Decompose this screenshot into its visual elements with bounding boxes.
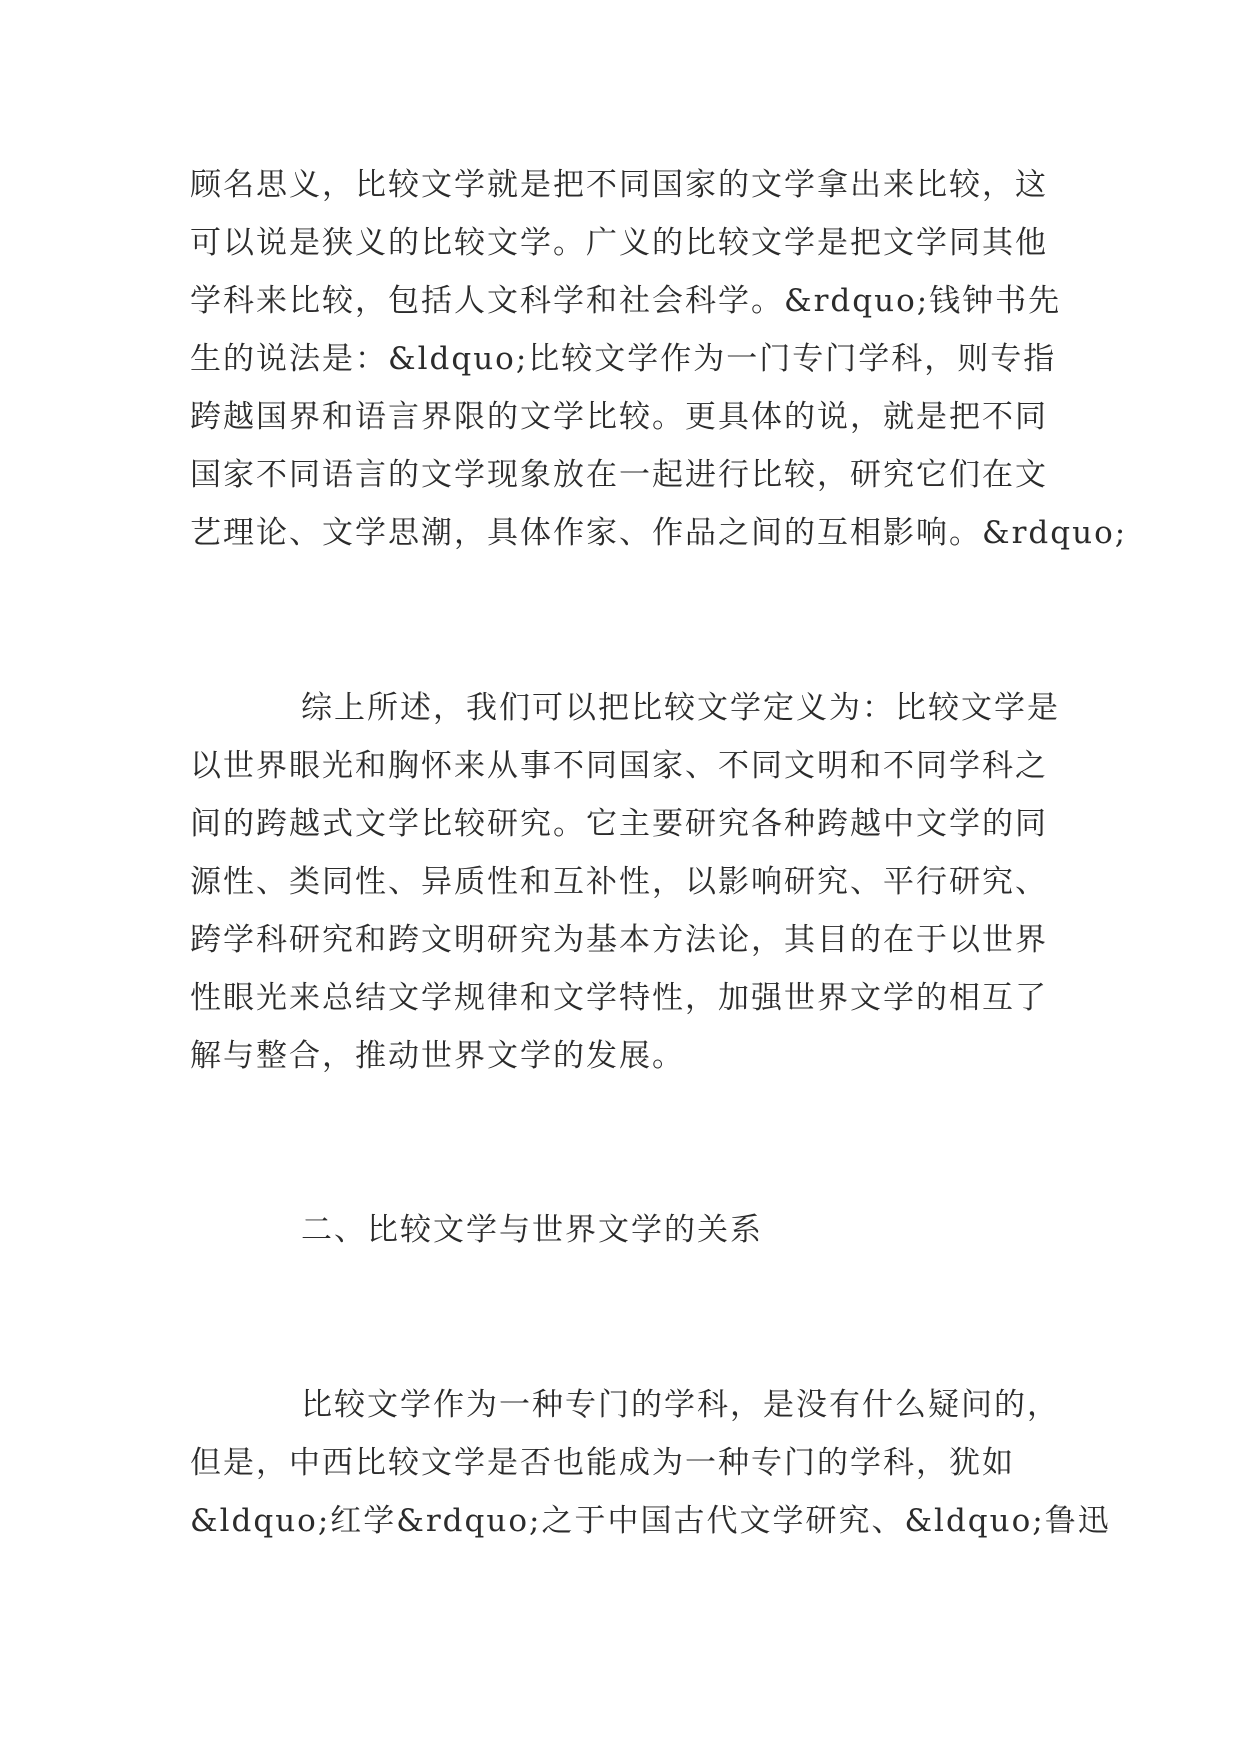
paragraph-3-line: 但是，中西比较文学是否也能成为一种专门的学科，犹如 bbox=[190, 1445, 1015, 1481]
paragraph-1-line: 生的说法是：&ldquo;比较文学作为一门专门学科，则专指 bbox=[190, 341, 1057, 377]
paragraph-3-line: 比较文学作为一种专门的学科，是没有什么疑问的， bbox=[301, 1387, 1060, 1423]
paragraph-2-line: 性眼光来总结文学规律和文学特性，加强世界文学的相互了 bbox=[190, 980, 1048, 1016]
section-heading: 二、比较文学与世界文学的关系 bbox=[301, 1212, 763, 1248]
paragraph-1-line: 学科来比较，包括人文科学和社会科学。&rdquo;钱钟书先 bbox=[190, 283, 1062, 319]
paragraph-2-line: 间的跨越式文学比较研究。它主要研究各种跨越中文学的同 bbox=[190, 806, 1048, 842]
paragraph-1-line: 跨越国界和语言界限的文学比较。更具体的说，就是把不同 bbox=[190, 399, 1048, 435]
paragraph-1-line: 国家不同语言的文学现象放在一起进行比较，研究它们在文 bbox=[190, 457, 1048, 493]
paragraph-3-line: &ldquo;红学&rdquo;之于中国古代文学研究、&ldquo;鲁迅 bbox=[190, 1503, 1111, 1539]
paragraph-2-line: 综上所述，我们可以把比较文学定义为：比较文学是 bbox=[301, 690, 1060, 726]
paragraph-1-line: 可以说是狭义的比较文学。广义的比较文学是把文学同其他 bbox=[190, 225, 1048, 261]
paragraph-2-line: 解与整合，推动世界文学的发展。 bbox=[190, 1038, 685, 1074]
paragraph-2-line: 以世界眼光和胸怀来从事不同国家、不同文明和不同学科之 bbox=[190, 748, 1048, 784]
paragraph-2-line: 跨学科研究和跨文明研究为基本方法论，其目的在于以世界 bbox=[190, 922, 1048, 958]
paragraph-1-line: 顾名思义，比较文学就是把不同国家的文学拿出来比较，这 bbox=[190, 167, 1048, 203]
paragraph-1-line: 艺理论、文学思潮，具体作家、作品之间的互相影响。&rdquo; bbox=[190, 515, 1128, 551]
paragraph-2-line: 源性、类同性、异质性和互补性，以影响研究、平行研究、 bbox=[190, 864, 1048, 900]
